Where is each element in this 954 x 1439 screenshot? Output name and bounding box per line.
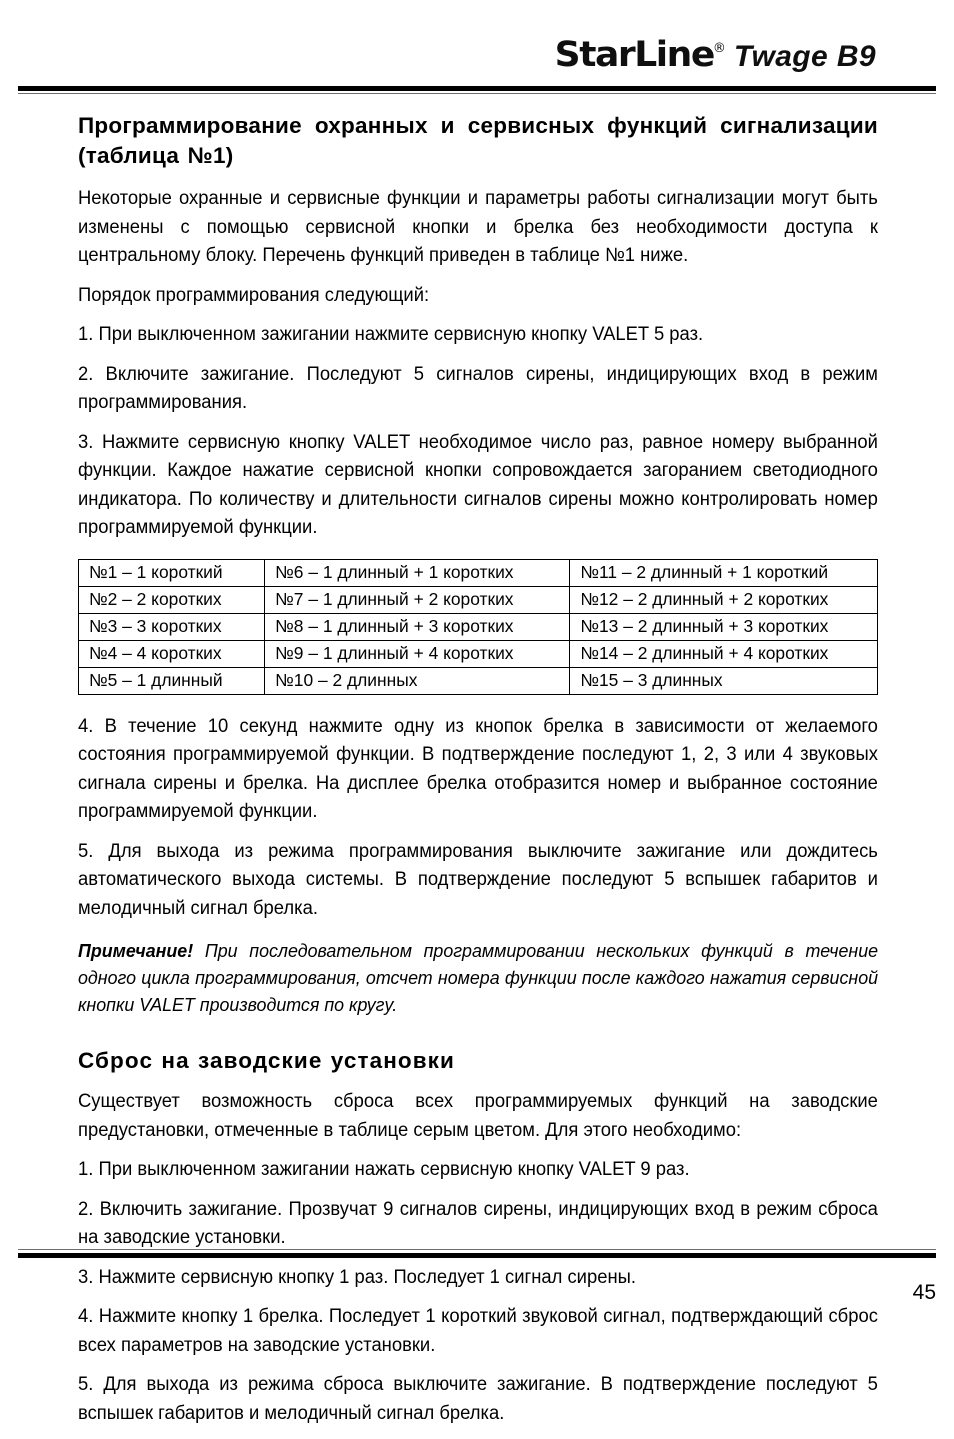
reset-step-5: 5. Для выхода из режима сброса выключите зажигание. В подтверждение последуют 5 вспышек габаритов и мелодичный сигнал брелка. (78, 1374, 878, 1424)
paragraph-order-intro: Порядок программирования следующий: (78, 284, 430, 306)
footer-divider (18, 1249, 936, 1258)
note-text: При последовательном программировании нескольких функций в течение одного цикла программирования, отсчет номера функции после каждого нажатия сервисной кнопки VALET производится по кругу. (78, 940, 879, 1015)
reset-step-3: 3. Нажмите сервисную кнопку 1 раз. Последует 1 сигнал сирены. (78, 1266, 636, 1288)
table-cell: №14 – 2 длинный + 4 коротких (570, 640, 878, 667)
registered-trademark-icon: ® (712, 41, 726, 56)
table-row (79, 640, 878, 667)
brand-name: StarLine (554, 35, 715, 75)
reset-step-2: 2. Включить зажигание. Прозвучат 9 сигналов сирены, индицирующих вход в режим сброса на заводские установки. (78, 1198, 878, 1248)
table-cell: №13 – 2 длинный + 3 коротких (570, 613, 878, 640)
table-cell: №15 – 3 длинных (570, 667, 878, 694)
product-model: Twage B9 (733, 40, 876, 73)
starline-logo (554, 35, 876, 75)
step-5: 5. Для выхода из режима программирования выключите зажигание или дождитесь автоматического выхода системы. В подтверждение последуют 5 вспышек габаритов и мелодичный сигнал брелка. (78, 840, 878, 919)
table-cell: №10 – 2 длинных (265, 667, 570, 694)
table-cell: №3 – 3 коротких (79, 613, 265, 640)
step-1: 1. При выключенном зажигании нажмите сервисную кнопку VALET 5 раз. (78, 324, 704, 345)
page-content (78, 105, 878, 1439)
section-title-factory-reset: Сброс на заводские установки (78, 1048, 455, 1073)
signal-code-table (78, 559, 878, 695)
footer-divider-thick-bar (18, 1253, 936, 1258)
table-row (79, 613, 878, 640)
table-cell: №11 – 2 длинный + 1 короткий (570, 559, 878, 586)
reset-intro: Существует возможность сброса всех программируемых функций на заводские предустановки, отмеченные в таблице серым цветом. Для этого необходимо: (78, 1091, 878, 1141)
page-header (60, 0, 894, 92)
table-cell: №5 – 1 длинный (79, 667, 265, 694)
note-paragraph (78, 937, 878, 1018)
table-cell: №12 – 2 длинный + 2 коротких (570, 586, 878, 613)
table-cell: №8 – 1 длинный + 3 коротких (265, 613, 570, 640)
step-3: 3. Нажмите сервисную кнопку VALET необходимое число раз, равное номеру выбранной функции. Каждое нажатие сервисной кнопки сопровождается загоранием светодиодного индикатора. По количеству и длительности сигналов сирены можно контролировать номер программируемой функции. (78, 431, 878, 538)
page-number: 45 (912, 1281, 936, 1304)
table-cell: №7 – 1 длинный + 2 коротких (265, 586, 570, 613)
table-cell: №1 – 1 короткий (79, 559, 265, 586)
page-title: Программирование охранных и сервисных функций сигнализации (таблица №1) (78, 113, 878, 168)
table-cell: №6 – 1 длинный + 1 коротких (265, 559, 570, 586)
reset-step-1: 1. При выключенном зажигании нажать сервисную кнопку VALET 9 раз. (78, 1159, 690, 1180)
table-row (79, 667, 878, 694)
header-divider-thin-bar (18, 93, 936, 94)
step-2: 2. Включите зажигание. Последуют 5 сигналов сирены, индицирующих вход в режим программирования. (78, 363, 878, 413)
header-divider (18, 86, 936, 95)
table-cell: №4 – 4 коротких (79, 640, 265, 667)
paragraph-intro: Некоторые охранные и сервисные функции и параметры работы сигнализации могут быть изменены с помощью сервисной кнопки и брелка без необходимости доступа к центральному блоку. Перечень функций приведен в таблице №1 ниже. (78, 188, 878, 266)
table-cell: №9 – 1 длинный + 4 коротких (265, 640, 570, 667)
step-4: 4. В течение 10 секунд нажмите одну из кнопок брелка в зависимости от желаемого состояния программируемой функции. В подтверждение последуют 1, 2, 3 или 4 звуковых сигнала сирены и брелка. На дисплее брелка отобразится номер и выбранное состояние программируемой функции. (78, 715, 878, 822)
table-row (79, 586, 878, 613)
note-label: Примечание! (78, 940, 194, 961)
reset-step-4: 4. Нажмите кнопку 1 брелка. Последует 1 короткий звуковой сигнал, подтверждающий сброс всех параметров на заводские установки. (78, 1306, 878, 1356)
table-row (79, 559, 878, 586)
table-cell: №2 – 2 коротких (79, 586, 265, 613)
